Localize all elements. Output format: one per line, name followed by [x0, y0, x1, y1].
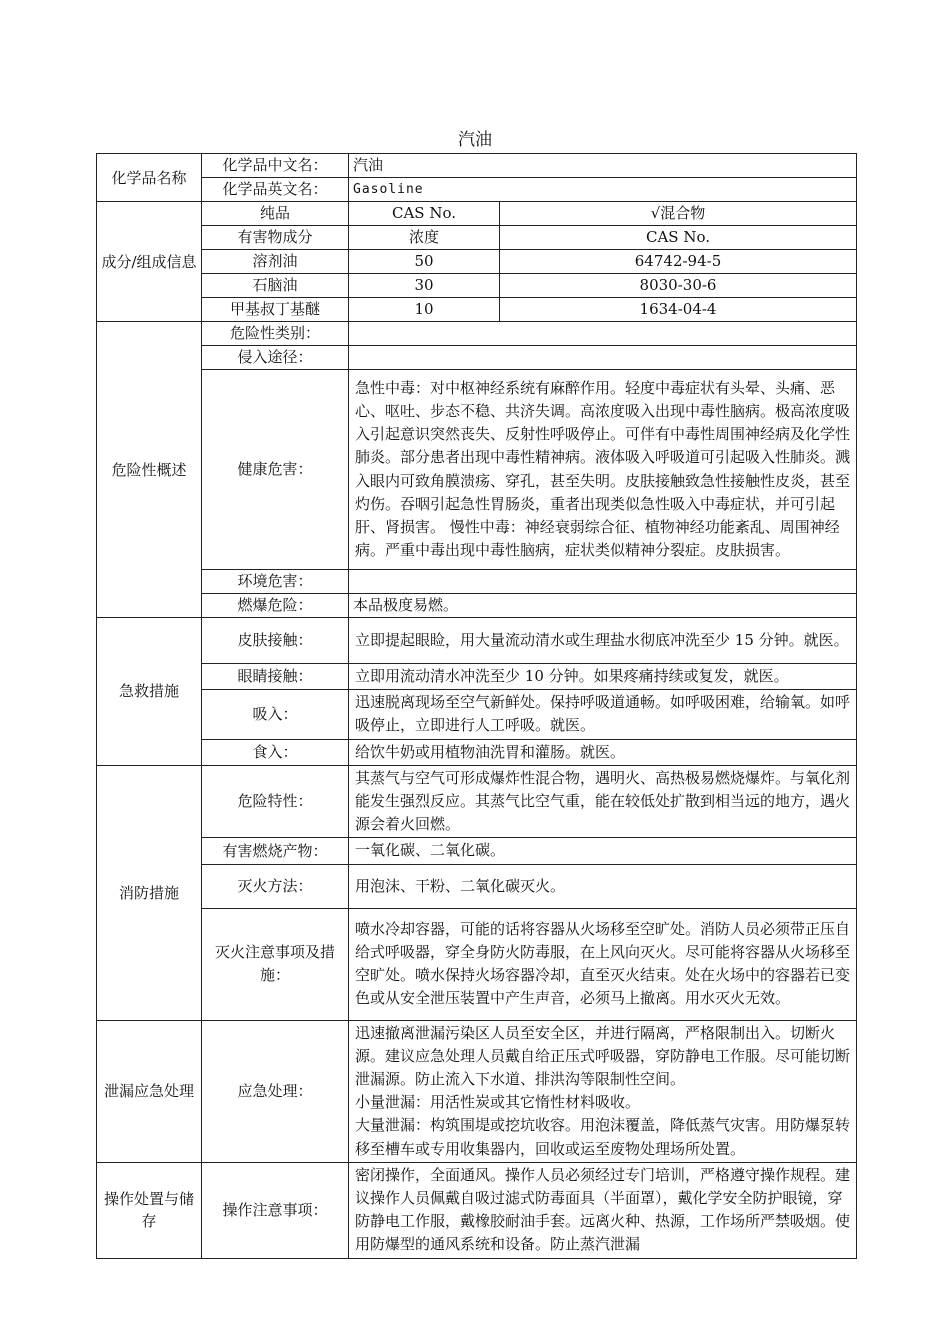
small-spill-text: 小量泄漏：用活性炭或其它惰性材料吸收。 [355, 1093, 641, 1112]
cn-name-value: 汽油 [349, 154, 857, 178]
component-cas: 1634-04-4 [500, 298, 857, 322]
section-first-aid: 急救措施 [97, 618, 202, 766]
env-hazard-label: 环境危害： [202, 570, 349, 594]
cas-label: CAS No. [349, 202, 500, 226]
component-concentration: 30 [349, 274, 500, 298]
entry-route-label: 侵入途径： [202, 346, 349, 370]
eye-contact-label: 眼睛接触： [202, 664, 349, 690]
emergency-handling-label: 应急处理： [202, 1020, 349, 1162]
health-hazard-value: 急性中毒：对中枢神经系统有麻醉作用。轻度中毒症状有头晕、头痛、恶心、呕吐、步态不稳、共济失调。高浓度吸入出现中毒性脑病。极高浓度吸入引起意识突然丧失、反射性呼吸停止。可伴有中毒性周围神经病及化学性肺炎。部分患者出现中毒性精神病。液体吸入呼吸道可引起吸入性肺炎。溅入眼内可致角膜溃疡、穿孔，甚至失明。皮肤接触致急性接触性皮炎，甚至灼伤。吞咽引起急性胃肠炎，重者出现类似急性吸入中毒症状，并可引起肝、肾损害。 慢性中毒：神经衰弱综合征、植物神经功能紊乱、周围神经病。严重中毒出现中毒性脑病，症状类似精神分裂症。皮肤损害。 [349, 370, 857, 570]
mixture-label: √混合物 [500, 202, 857, 226]
section-identity: 化学品名称 [97, 154, 202, 202]
combustion-products-label: 有害燃烧产物： [202, 838, 349, 864]
emergency-handling-value [349, 1020, 857, 1162]
spill-general-text: 迅速撤离泄漏污染区人员至安全区，并进行隔离，严格限制出入。切断火源。建议应急处理人员戴自给正压式呼吸器，穿防静电工作服。尽可能切断泄漏源。防止流入下水道、排洪沟等限制性空间。 [355, 1023, 851, 1089]
entry-route-value [349, 346, 857, 370]
en-name-label: 化学品英文名： [202, 178, 349, 202]
firefighting-notes-label: 灭火注意事项及措施： [202, 908, 349, 1020]
component-concentration: 50 [349, 250, 500, 274]
skin-contact-value: 立即提起眼睑，用大量流动清水或生理盐水彻底冲洗至少 15 分钟。就医。 [349, 618, 857, 664]
inhalation-value: 迅速脱离现场至空气新鲜处。保持呼吸道通畅。如呼吸困难，给输氧。如呼吸停止，立即进行人工呼吸。就医。 [349, 690, 857, 739]
hazard-component-label: 有害物成分 [202, 226, 349, 250]
section-handling-storage: 操作处置与储存 [97, 1162, 202, 1258]
document-title: 汽油 [458, 130, 492, 150]
hazard-category-label: 危险性类别： [202, 322, 349, 346]
large-spill-text: 大量泄漏：构筑围堤或挖坑收容。用泡沫覆盖，降低蒸气灾害。用防爆泵转移至槽车或专用收集器内，回收或运至废物处理场所处置。 [355, 1116, 851, 1158]
danger-characteristics-label: 危险特性： [202, 765, 349, 838]
component-cas: 64742-94-5 [500, 250, 857, 274]
component-name: 石脑油 [202, 274, 349, 298]
concentration-label: 浓度 [349, 226, 500, 250]
extinguishing-method-value: 用泡沫、干粉、二氧化碳灭火。 [349, 864, 857, 908]
skin-contact-label: 皮肤接触： [202, 618, 349, 664]
handling-notes-value: 密闭操作，全面通风。操作人员必须经过专门培训，严格遵守操作规程。建议操作人员佩戴自吸过滤式防毒面具（半面罩），戴化学安全防护眼镜，穿防静电工作服，戴橡胶耐油手套。远离火种、热源，工作场所严禁吸烟。使用防爆型的通风系统和设备。防止蒸汽泄漏 [349, 1162, 857, 1258]
handling-notes-label: 操作注意事项： [202, 1162, 349, 1258]
component-name: 溶剂油 [202, 250, 349, 274]
section-spill: 泄漏应急处理 [97, 1020, 202, 1162]
pure-label: 纯品 [202, 202, 349, 226]
section-composition: 成分/组成信息 [97, 202, 202, 322]
section-hazard: 危险性概述 [97, 322, 202, 618]
extinguishing-method-label: 灭火方法： [202, 864, 349, 908]
component-cas: 8030-30-6 [500, 274, 857, 298]
inhalation-label: 吸入： [202, 690, 349, 739]
component-name: 甲基叔丁基醚 [202, 298, 349, 322]
cas-label-2: CAS No. [500, 226, 857, 250]
msds-table [96, 153, 857, 1259]
env-hazard-value [349, 570, 857, 594]
combustion-products-value: 一氧化碳、二氧化碳。 [349, 838, 857, 864]
component-concentration: 10 [349, 298, 500, 322]
fire-hazard-value: 本品极度易燃。 [349, 594, 857, 618]
eye-contact-value: 立即用流动清水冲洗至少 10 分钟。如果疼痛持续或复发，就医。 [349, 664, 857, 690]
fire-hazard-label: 燃爆危险： [202, 594, 349, 618]
ingestion-label: 食入： [202, 739, 349, 765]
en-name-value: Gasoline [349, 178, 857, 202]
health-hazard-label: 健康危害： [202, 370, 349, 570]
danger-characteristics-value: 其蒸气与空气可形成爆炸性混合物，遇明火、高热极易燃烧爆炸。与氧化剂能发生强烈反应。其蒸气比空气重，能在较低处扩散到相当远的地方，遇火源会着火回燃。 [349, 765, 857, 838]
firefighting-notes-value: 喷水冷却容器，可能的话将容器从火场移至空旷处。消防人员必须带正压自给式呼吸器，穿全身防火防毒服，在上风向灭火。尽可能将容器从火场移至空旷处。喷水保持火场容器冷却，直至灭火结束。处在火场中的容器若已变色或从安全泄压装置中产生声音，必须马上撤离。用水灭火无效。 [349, 908, 857, 1020]
cn-name-label: 化学品中文名： [202, 154, 349, 178]
hazard-category-value [349, 322, 857, 346]
ingestion-value: 给饮牛奶或用植物油洗胃和灌肠。就医。 [349, 739, 857, 765]
section-firefighting: 消防措施 [97, 765, 202, 1020]
